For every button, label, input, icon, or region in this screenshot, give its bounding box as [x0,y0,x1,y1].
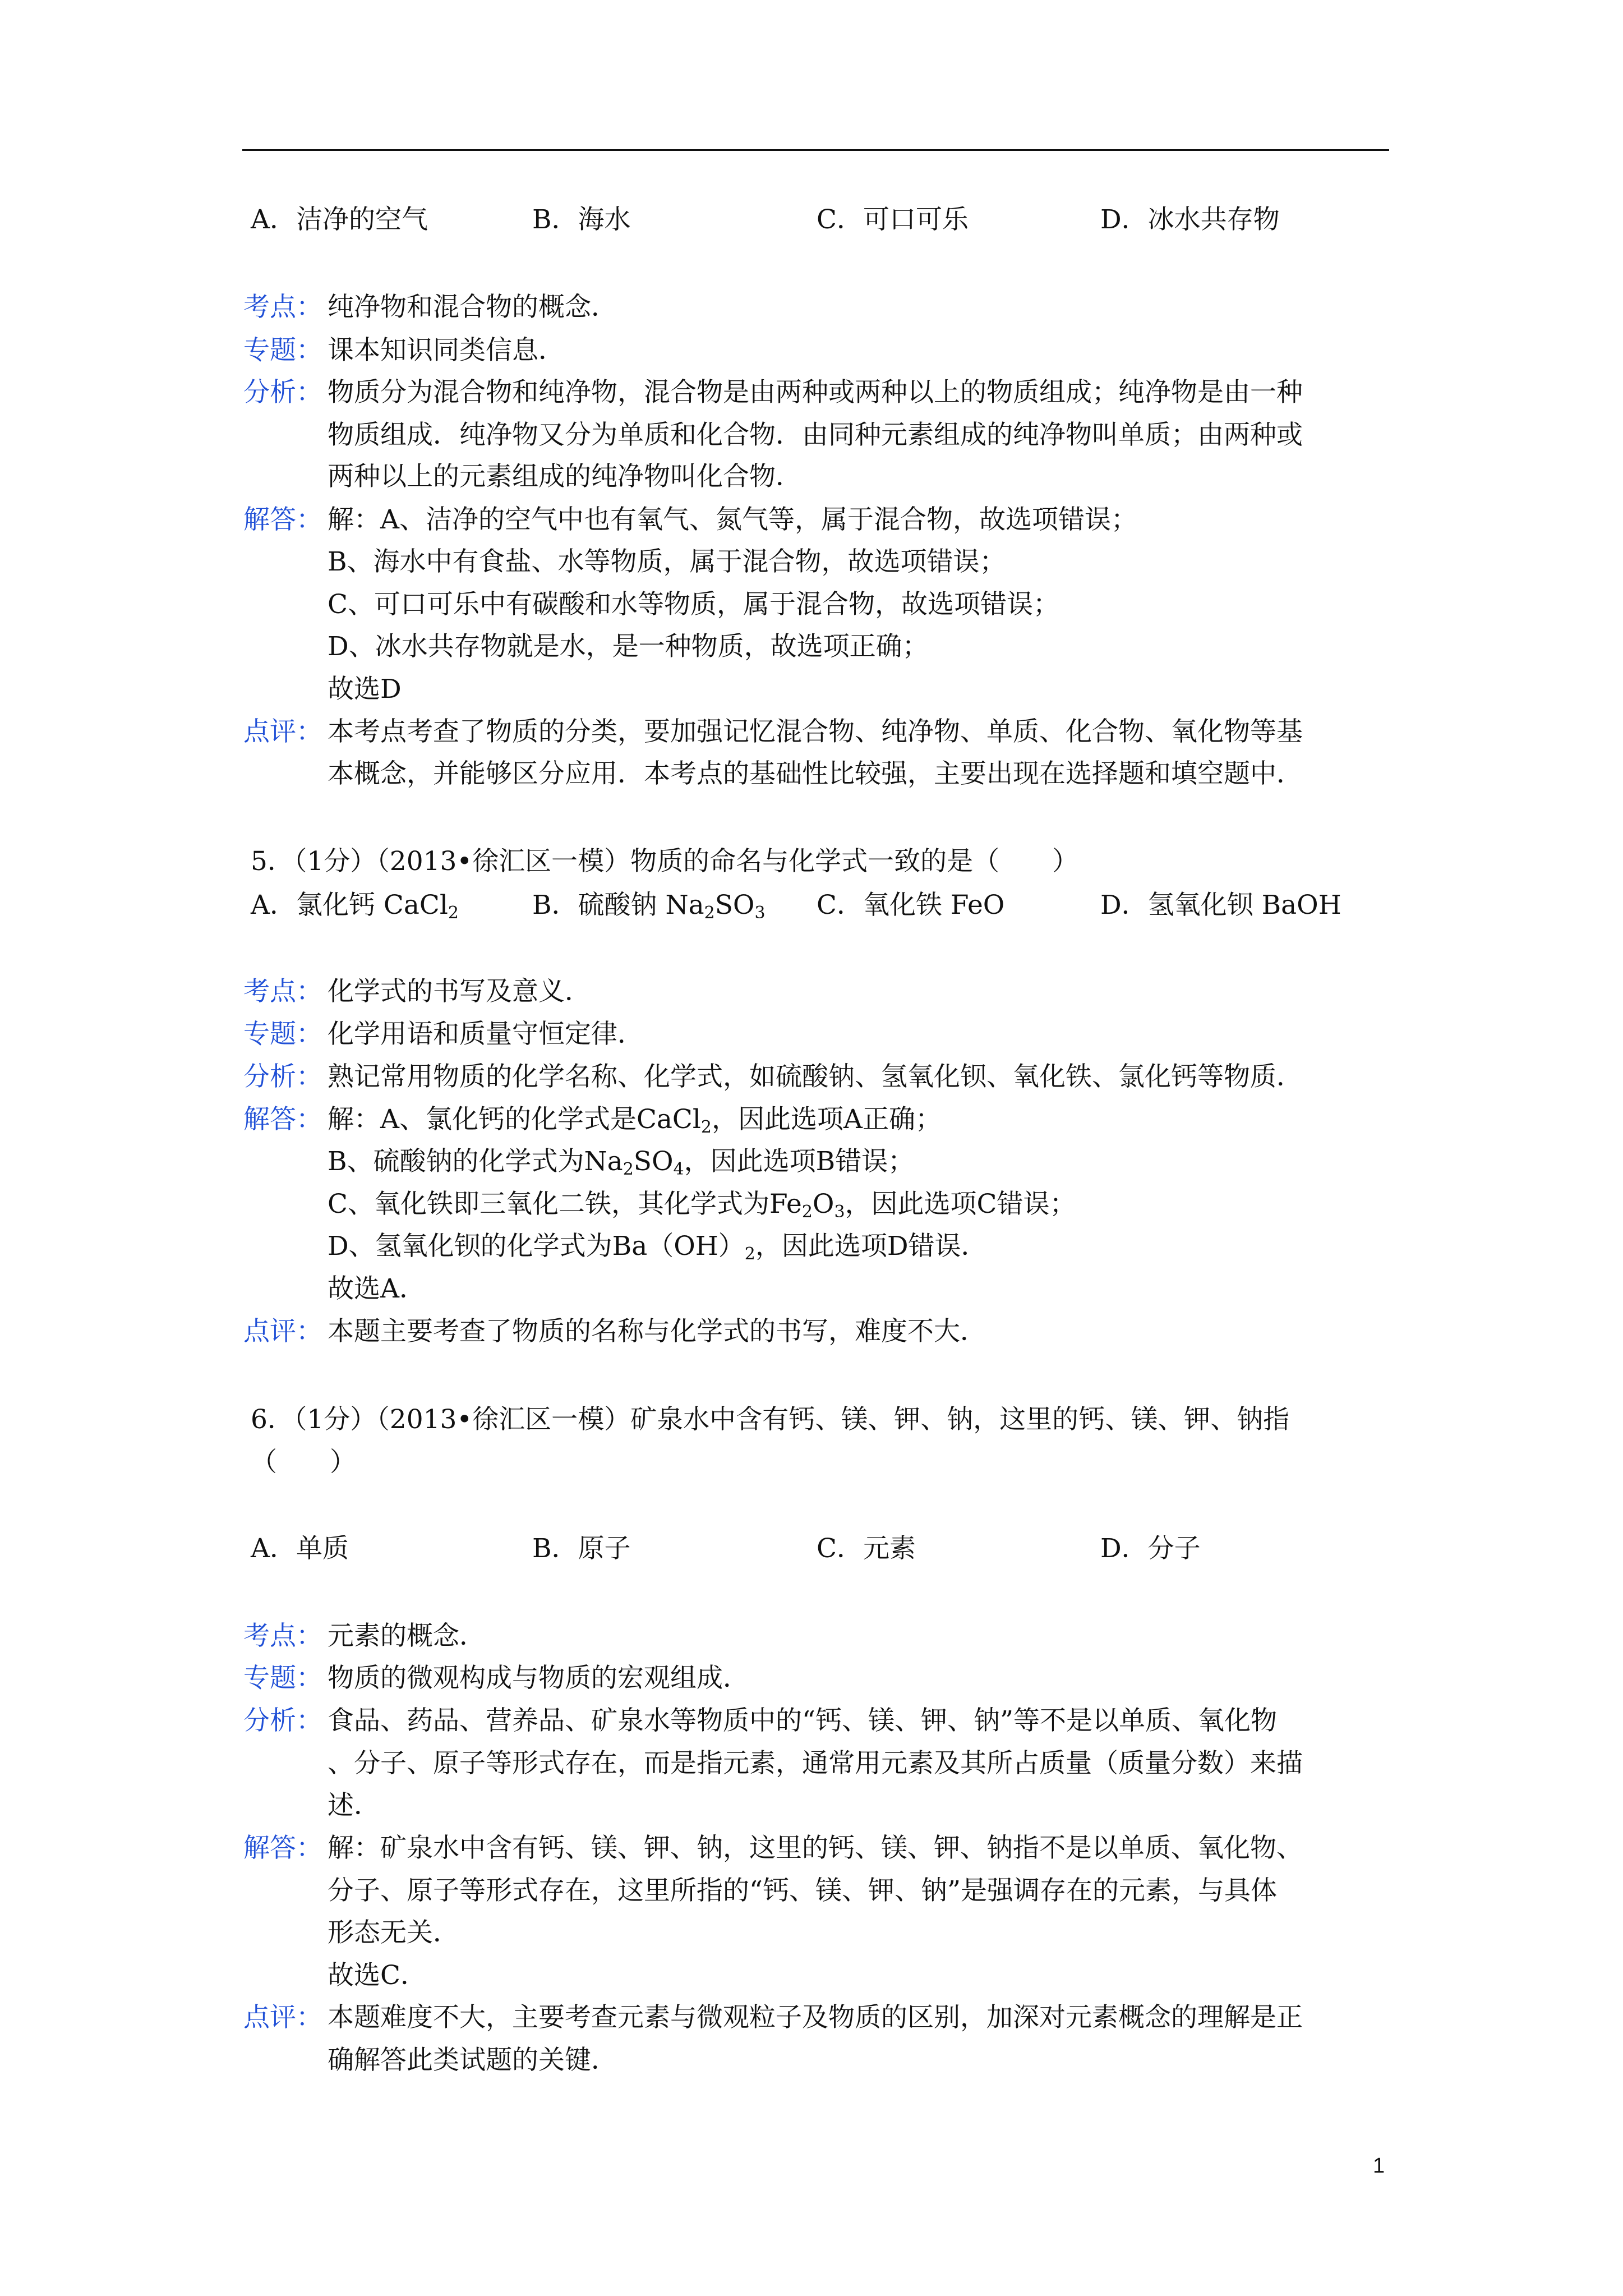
q5-dianping-label: 点评： [243,1316,322,1347]
q5-jieda-label: 解答： [243,1104,322,1135]
q4-fenxi-label: 分析： [243,377,322,408]
header-rule [242,149,1389,151]
q6-zhuanti-label: 专题： [243,1663,322,1694]
q6-fenxi-line-1: 食品、药品、营养品、矿泉水等物质中的“钙、镁、钾、钠”等不是以单质、氧化物 [328,1705,1278,1736]
q4-option-d: D．冰水共存物 [1100,204,1280,235]
q6-jieda-line-4: 故选C． [328,1960,427,1991]
q5-dianping-text: 本题主要考查了物质的名称与化学式的书写，难度不大． [328,1316,986,1347]
q5-option-a: A．氯化钙 CaCl$_2$ [251,890,459,923]
q6-option-d: D．分子 [1100,1533,1201,1564]
q5-stem: 5．（1分）（2013•徐汇区一模）物质的命名与化学式一致的是（ ） [251,846,1079,877]
q6-option-c: C．元素 [817,1533,916,1564]
q6-stem-line-1: 6．（1分）（2013•徐汇区一模）矿泉水中含有钙、镁、钾、钠，这里的钙、镁、钾、钠指 [251,1404,1290,1435]
page-number: 1 [1373,2154,1385,2178]
q5-jieda-line-1: 解：A、氯化钙的化学式是CaCl$_2$，因此选项A正确； [328,1104,942,1137]
q6-jieda-label: 解答： [243,1833,322,1864]
q4-jieda-line-5: 故选D [328,674,402,705]
q6-jieda-line-2: 分子、原子等形式存在，这里所指的“钙、镁、钾、钠”是强调存在的元素，与具体 [328,1875,1278,1906]
q5-option-d: D．氢氧化钡 BaOH [1100,890,1341,921]
q4-kaodian-label: 考点： [243,292,322,323]
q6-zhuanti-text: 物质的微观构成与物质的宏观组成． [328,1663,749,1694]
q4-jieda-line-1: 解：A、洁净的空气中也有氧气、氮气等，属于混合物，故选项错误； [328,504,1137,535]
q6-jieda-line-1: 解：矿泉水中含有钙、镁、钾、钠，这里的钙、镁、钾、钠指不是以单质、氧化物、 [328,1833,1303,1864]
q6-kaodian-text: 元素的概念． [328,1621,486,1651]
q6-dianping-line-1: 本题难度不大，主要考查元素与微观粒子及物质的区别，加深对元素概念的理解是正 [328,2002,1303,2033]
q6-kaodian-label: 考点： [243,1621,322,1651]
q5-kaodian-text: 化学式的书写及意义． [328,976,591,1007]
q6-fenxi-line-3: 述． [328,1790,380,1821]
q6-stem-line-2: （ ） [251,1447,356,1478]
q4-dianping-label: 点评： [243,716,322,747]
q4-dianping-line-2: 本概念，并能够区分应用．本考点的基础性比较强，主要出现在选择题和填空题中． [328,758,1303,789]
q6-option-b: B．原子 [532,1533,631,1564]
q4-jieda-line-3: C、可口可乐中有碳酸和水等物质，属于混合物，故选项错误； [328,589,1059,620]
q4-option-c: C．可口可乐 [817,204,969,235]
q6-fenxi-line-2: 、分子、原子等形式存在，而是指元素，通常用元素及其所占质量（质量分数）来描 [328,1748,1303,1779]
q4-zhuanti-text: 课本知识同类信息． [328,335,565,366]
q4-zhuanti-label: 专题： [243,335,322,366]
q5-zhuanti-text: 化学用语和质量守恒定律． [328,1019,644,1050]
q4-jieda-line-4: D、冰水共存物就是水，是一种物质，故选项正确； [328,631,929,662]
q4-jieda-label: 解答： [243,504,322,535]
q5-zhuanti-label: 专题： [243,1019,322,1050]
q4-fenxi-line-3: 两种以上的元素组成的纯净物叫化合物． [328,461,802,492]
q4-option-a: A．洁净的空气 [251,204,428,235]
q4-fenxi-line-2: 物质组成．纯净物又分为单质和化合物．由同种元素组成的纯净物叫单质；由两种或 [328,420,1303,450]
q6-fenxi-label: 分析： [243,1705,322,1736]
q5-jieda-line-2: B、硫酸钠的化学式为$Na_2SO_4$，因此选项B错误； [328,1146,915,1179]
q5-kaodian-label: 考点： [243,976,322,1007]
q5-fenxi-label: 分析： [243,1061,322,1092]
q6-option-a: A．单质 [251,1533,349,1564]
q5-jieda-line-4: D、氢氧化钡的化学式为$Ba(OH)_2$，因此选项D错误． [328,1231,988,1264]
q5-fenxi-text: 熟记常用物质的化学名称、化学式，如硫酸钠、氢氧化钡、氧化铁、氯化钙等物质． [328,1061,1303,1092]
q5-jieda-line-5: 故选A． [328,1273,426,1304]
q6-dianping-label: 点评： [243,2002,322,2033]
q5-option-b: B．硫酸钠 $Na_2SO_3$ [532,890,766,923]
q5-jieda-line-3: C、氧化铁即三氧化二铁，其化学式为$Fe_2O_3$，因此选项C错误； [328,1189,1076,1222]
q4-option-b: B．海水 [532,204,631,235]
q6-dianping-line-2: 确解答此类试题的关键． [328,2045,617,2076]
q4-fenxi-line-1: 物质分为混合物和纯净物，混合物是由两种或两种以上的物质组成；纯净物是由一种 [328,377,1303,408]
q4-dianping-line-1: 本考点考查了物质的分类，要加强记忆混合物、纯净物、单质、化合物、氧化物等基 [328,716,1303,747]
q4-jieda-line-2: B、海水中有食盐、水等物质，属于混合物，故选项错误； [328,546,1006,577]
q4-kaodian-text: 纯净物和混合物的概念． [328,292,617,323]
q5-option-c: C．氧化铁 FeO [817,890,1005,921]
q6-jieda-line-3: 形态无关． [328,1917,459,1948]
